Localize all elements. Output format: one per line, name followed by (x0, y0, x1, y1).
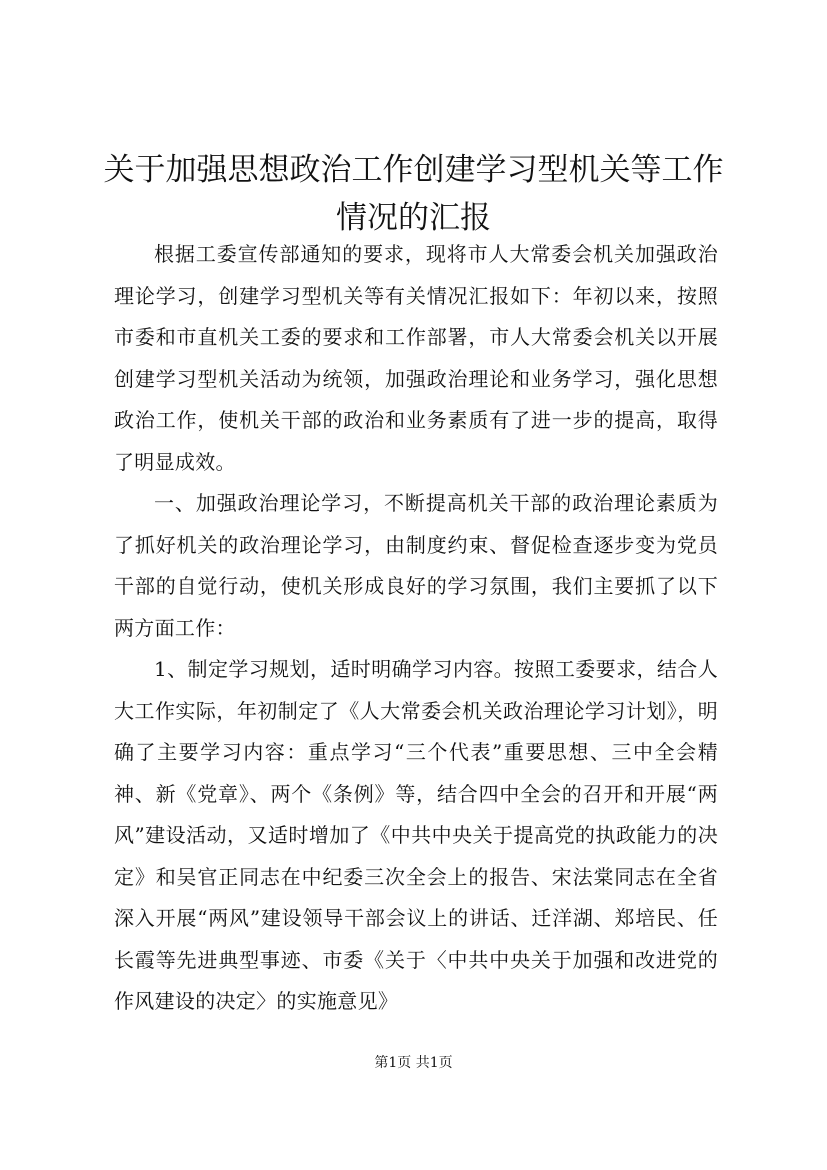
paragraph-item-one: 1、制定学习规划，适时明确学习内容。按照工委要求，结合人大工作实际，年初制定了《人大常委会机关政治理论学习计划》，明确了主要学习内容：重点学习“三个代表”重要思想、三中全会精神、新《党章》、两个《条例》等，结合四中全会的召开和开展“两风”建设活动，又适时增加了《中共中央关于提高党的执政能力的决定》和吴官正同志在中纪委三次全会上的报告、宋法棠同志在全省深入开展“两风”建设领导干部会议上的讲话、迁洋湖、郑培民、任长霞等先进典型事迹、市委《关于〈中共中央关于加强和改进党的作风建设的决定〉的实施意见》 (114, 657, 718, 1013)
document-title: 关于加强思想政治工作创建学习型机关等工作情况的汇报 (103, 152, 724, 236)
paragraph-intro: 根据工委宣传部通知的要求，现将市人大常委会机关加强政治理论学习，创建学习型机关等有关情况汇报如下：年初以来，按照市委和市直机关工委的要求和工作部署，市人大常委会机关以开展创建学习型机关活动为统领，加强政治理论和业务学习，强化思想政治工作，使机关干部的政治和业务素质有了进一步的提高，取得了明显成效。 (114, 242, 718, 474)
page-footer: 第1页 共1页 (374, 1055, 453, 1071)
document-body (114, 234, 718, 1023)
paragraph-section-one: 一、加强政治理论学习，不断提高机关干部的政治理论素质为了抓好机关的政治理论学习，由制度约束、督促检查逐步变为党员干部的自觉行动，使机关形成良好的学习氛围，我们主要抓了以下两方面工作： (114, 491, 718, 640)
